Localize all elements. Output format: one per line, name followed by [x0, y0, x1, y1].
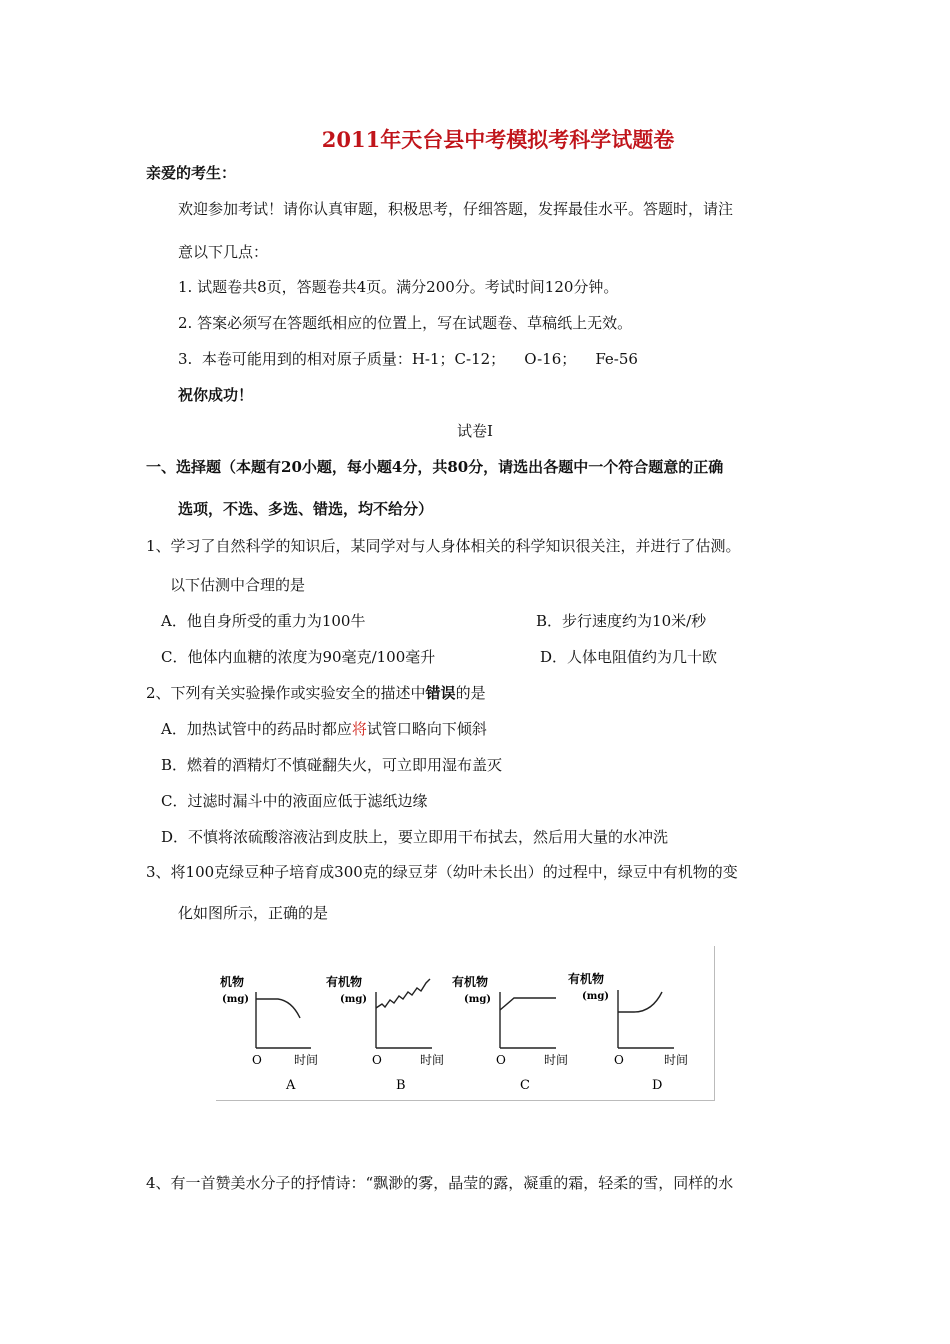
graph-d-xlabel: 时间: [664, 1053, 689, 1067]
q2-stem: [146, 683, 486, 703]
graph-d: [568, 971, 688, 1093]
graph-d-curve: [618, 992, 662, 1012]
q3-graphs-svg: [216, 946, 714, 1100]
graph-b-origin: O: [372, 1053, 382, 1067]
graph-a-letter: A: [286, 1078, 296, 1093]
q2-option-c: C．过滤时漏斗中的液面应低于滤纸边缘: [161, 792, 428, 810]
q1-stem-line2: 以下估测中合理的是: [170, 576, 306, 594]
section1-heading-line2: 选项，不选、多选、错选，均不给分）: [178, 500, 434, 518]
q1-option-d: D．人体电阻值约为几十欧: [540, 648, 718, 666]
graph-c-curve: [500, 998, 556, 1010]
graph-b-xlabel: 时间: [420, 1053, 445, 1067]
note-1: 1. 试题卷共8页，答题卷共4页。满分200分。考试时间120分钟。: [178, 278, 619, 296]
graph-a-xlabel: 时间: [294, 1053, 319, 1067]
graph-a-origin: O: [252, 1053, 262, 1067]
q1-option-c: C．他体内血糖的浓度为90毫克/100毫升: [161, 648, 436, 666]
graph-d-ylabel: 有机物: [568, 972, 605, 986]
note-3: 3. 本卷可能用到的相对原子质量：H-1；C-12； O-16； Fe-56: [178, 350, 638, 368]
graph-c-unit: (mg): [464, 994, 492, 1005]
q2-stem-prefix: 2、下列有关实验操作或实验安全的描述中: [146, 684, 426, 702]
graph-c-origin: O: [496, 1053, 506, 1067]
q2-option-a-suffix: 试管口略向下倾斜: [366, 720, 487, 738]
q2-option-d: D．不慎将浓硫酸溶液沾到皮肤上，要立即用干布拭去，然后用大量的水冲洗: [161, 828, 669, 846]
graph-c-xlabel: 时间: [544, 1053, 569, 1067]
graph-a: [220, 974, 318, 1093]
graph-b-letter: B: [396, 1078, 406, 1093]
page-title: 2011年天台县中考模拟考科学试题卷: [321, 127, 675, 152]
q2-stem-emphasis: 错误: [425, 684, 456, 702]
q1-option-a: A．他自身所受的重力为100牛: [161, 612, 366, 630]
graph-c-ylabel: 有机物: [452, 975, 489, 989]
q3-stem-line2: 化如图所示，正确的是: [178, 904, 329, 922]
greeting: 亲爱的考生：: [146, 164, 237, 182]
q3-stem-line1: 3、将100克绿豆种子培育成300克的绿豆芽（幼叶未长出）的过程中，绿豆中有机物的变: [146, 863, 738, 881]
wish: 祝你成功！: [178, 386, 254, 404]
graph-c: [452, 974, 568, 1093]
graph-c-letter: C: [520, 1078, 530, 1093]
q2-option-a: [161, 719, 487, 739]
graph-a-curve: [256, 999, 300, 1018]
intro-line-2: 意以下几点：: [178, 243, 269, 261]
q1-stem-line1: 1、学习了自然科学的知识后，某同学对与人身体相关的科学知识很关注，并进行了估测。: [146, 537, 741, 555]
graph-d-letter: D: [652, 1078, 663, 1093]
graph-a-unit: (mg): [222, 994, 250, 1005]
q2-option-b: B．燃着的酒精灯不慎碰翻失火，可立即用湿布盖灭: [161, 756, 503, 774]
q2-option-a-red: 将: [351, 720, 367, 738]
graph-a-ylabel: 机物: [220, 975, 245, 989]
paper-label: 试卷Ⅰ: [457, 422, 493, 440]
q2-stem-suffix: 的是: [455, 684, 486, 702]
graph-b: [326, 974, 444, 1093]
section1-heading-line1: 一、选择题（本题有20小题，每小题4分，共80分，请选出各题中一个符合题意的正确: [146, 458, 724, 476]
q2-option-a-prefix: A．加热试管中的药品时都应: [161, 720, 352, 738]
note-2: 2. 答案必须写在答题纸相应的位置上，写在试题卷、草稿纸上无效。: [178, 314, 633, 332]
q4-stem-line1: 4、有一首赞美水分子的抒情诗：“飘渺的雾，晶莹的露，凝重的霜，轻柔的雪，同样的水: [146, 1174, 734, 1192]
graph-b-curve: [376, 979, 430, 1008]
q1-option-b: B．步行速度约为10米/秒: [536, 612, 707, 630]
q3-figure: [216, 946, 715, 1101]
intro-line-1: 欢迎参加考试！请你认真审题，积极思考，仔细答题，发挥最佳水平。答题时，请注: [178, 200, 734, 218]
graph-d-origin: O: [614, 1053, 624, 1067]
graph-b-unit: (mg): [340, 994, 368, 1005]
graph-d-unit: (mg): [582, 991, 610, 1002]
graph-b-ylabel: 有机物: [326, 975, 363, 989]
